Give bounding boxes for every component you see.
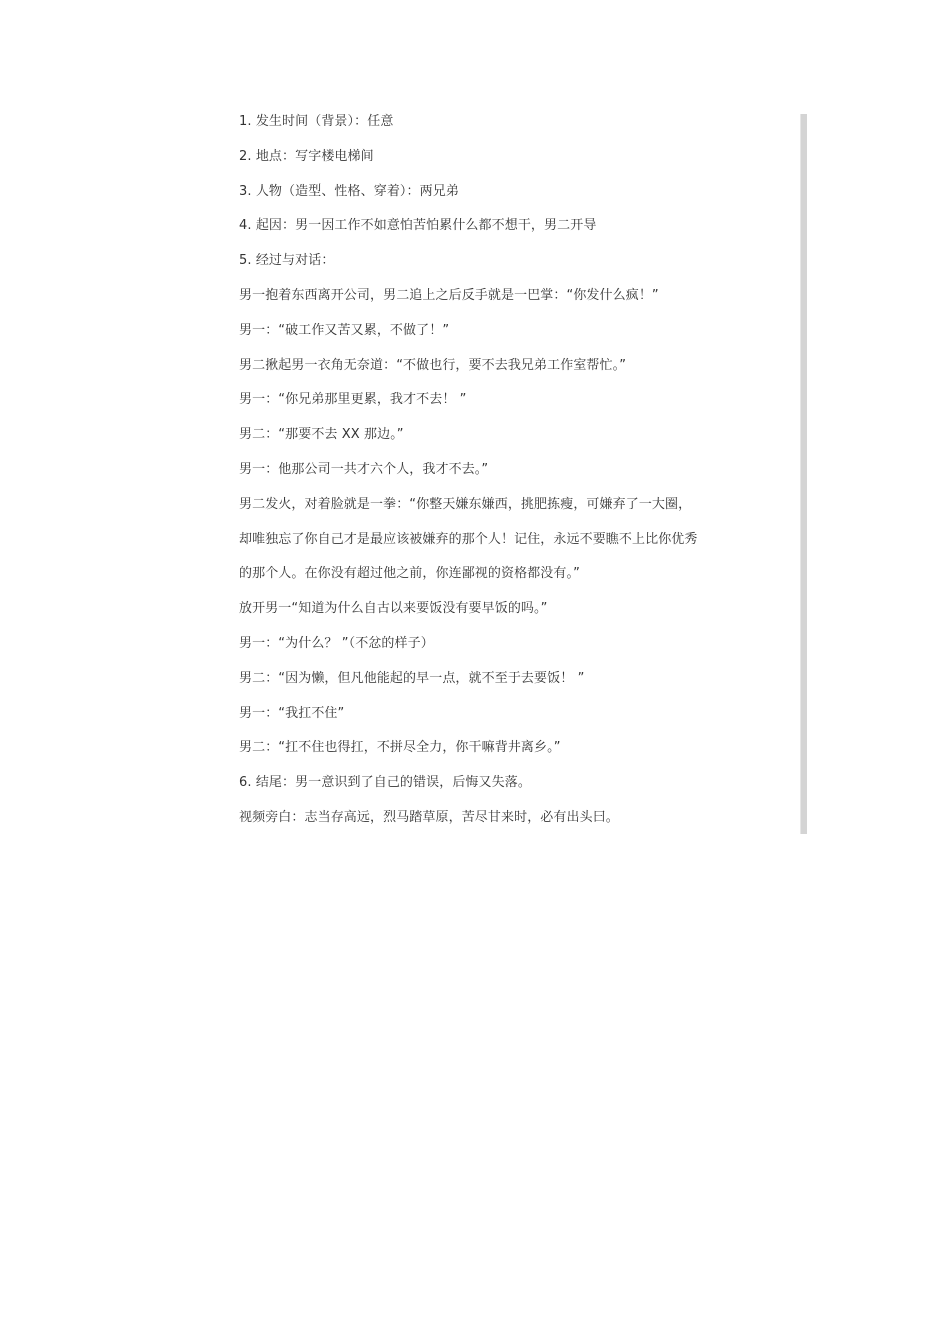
- text-line: 2. 地点：写字楼电梯间: [239, 148, 374, 164]
- text-line: 男一抱着东西离开公司，男二追上之后反手就是一巴掌：“你发什么疯！”: [239, 287, 659, 303]
- text-line: 3. 人物（造型、性格、穿着）：两兄弟: [239, 183, 459, 199]
- text-line: 男二：“因为懒，但凡他能起的早一点，就不至于去要饭！ ”: [239, 670, 585, 686]
- text-line: 男一：他那公司一共才六个人，我才不去。”: [239, 461, 489, 477]
- text-line: 的那个人。在你没有超过他之前，你连鄙视的资格都没有。”: [239, 566, 580, 582]
- document-body: [239, 105, 799, 836]
- text-line: 男一：“为什么？ ”（不忿的样子）: [239, 635, 434, 651]
- text-line: 男一：“破工作又苦又累，不做了！”: [239, 322, 450, 338]
- text-line: 男二揪起男一衣角无奈道：“不做也行，要不去我兄弟工作室帮忙。”: [239, 357, 627, 373]
- text-line: 男二：“那要不去 XX 那边。”: [239, 427, 404, 443]
- text-line: 4. 起因：男一因工作不如意怕苦怕累什么都不想干，男二开导: [239, 218, 597, 234]
- text-line: 男二：“扛不住也得扛，不拼尽全力，你干嘛背井离乡。”: [239, 740, 561, 756]
- text-line: 却唯独忘了你自己才是最应该被嫌弃的那个人！记住，永远不要瞧不上比你优秀: [239, 531, 698, 547]
- text-line: 男一：“你兄弟那里更累，我才不去！ ”: [239, 392, 467, 408]
- text-line: 男一：“我扛不住”: [239, 705, 345, 721]
- text-line: 1. 发生时间（背景）：任意: [239, 114, 394, 129]
- text-line: 6. 结尾：男一意识到了自己的错误，后悔又失落。: [239, 775, 531, 791]
- text-line: 5. 经过与对话：: [239, 253, 335, 269]
- text-line: 男二发火，对着脸就是一拳：“你整天嫌东嫌西，挑肥拣瘦，可嫌弃了一大圈，: [239, 496, 692, 512]
- vertical-scrollbar[interactable]: [800, 114, 807, 834]
- text-line: 视频旁白：志当存高远，烈马踏草原，苦尽甘来时，必有出头曰。: [239, 809, 619, 825]
- text-line: 放开男一“知道为什么自古以来要饭没有要早饭的吗。”: [239, 601, 548, 617]
